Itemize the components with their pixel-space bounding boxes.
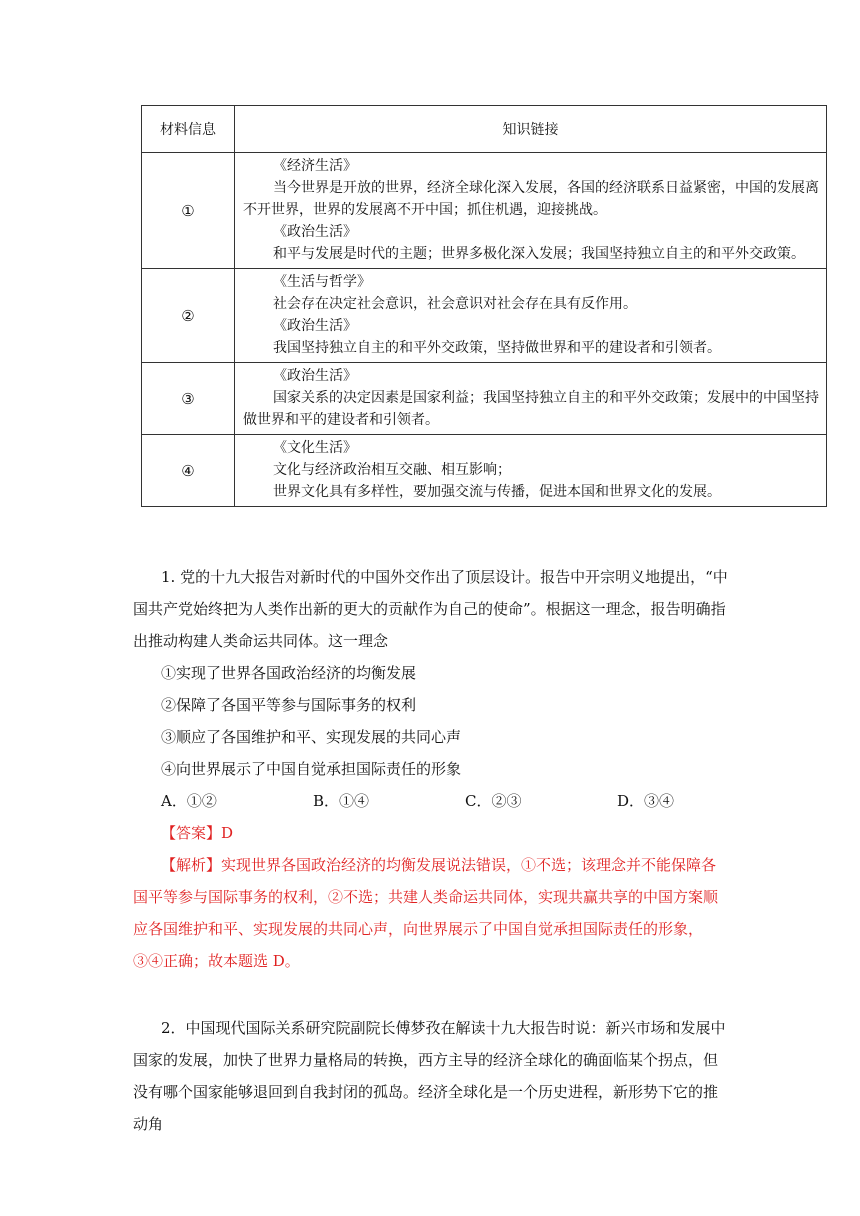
- choice-d: D．③④: [617, 792, 675, 810]
- question-2: [133, 1012, 728, 1140]
- knowledge-text: 和平与发展是时代的主题；世界多极化深入发展；我国坚持独立自主的和平外交政策。: [273, 246, 805, 262]
- choice-c: C．②③: [465, 792, 522, 810]
- question-stem: 1. 党的十九大报告对新时代的中国外交作出了顶层设计。报告中开宗明义地提出，“中国共产党始终把为人类作出新的更大的贡献作为自己的使命”。根据这一理念，报告明确指出推动构建人类命运共同体。这一理念: [133, 568, 728, 650]
- knowledge-text: 文化与经济政治相互交融、相互影响；: [273, 462, 511, 478]
- answer-choices: [133, 785, 728, 817]
- statement-option: ①实现了世界各国政治经济的均衡发展: [161, 664, 417, 682]
- analysis-paragraph: [133, 849, 728, 977]
- answer-value: D: [221, 824, 234, 842]
- header-material: 材料信息: [142, 106, 235, 153]
- knowledge-text: 我国坚持独立自主的和平外交政策，坚持做世界和平的建设者和引领者。: [273, 340, 721, 356]
- answer-line: [133, 817, 728, 849]
- book-title: 《文化生活》: [273, 440, 357, 456]
- row-content: [235, 153, 827, 269]
- table-row: [142, 153, 827, 269]
- table-header-row: [142, 106, 827, 153]
- row-number: ②: [142, 269, 235, 363]
- book-title: 《政治生活》: [273, 224, 357, 240]
- statement-option: ④向世界展示了中国自觉承担国际责任的形象: [161, 760, 462, 778]
- header-knowledge: 知识链接: [235, 106, 827, 153]
- book-title: 《政治生活》: [273, 368, 357, 384]
- answer-label: 【答案】: [161, 824, 222, 842]
- book-title: 《政治生活》: [273, 318, 357, 334]
- choice-b: B．①④: [313, 792, 370, 810]
- knowledge-text: 当今世界是开放的世界，经济全球化深入发展，各国的经济联系日益紧密，中国的发展离不开世界，世界的发展离不开中国；抓住机遇，迎接挑战。: [243, 180, 819, 218]
- knowledge-text: 世界文化具有多样性，要加强交流与传播，促进本国和世界文化的发展。: [273, 484, 721, 500]
- row-content: [235, 269, 827, 363]
- table-row: [142, 435, 827, 507]
- row-number: ④: [142, 435, 235, 507]
- choice-a: A．①②: [161, 792, 217, 810]
- row-number: ③: [142, 363, 235, 435]
- table-row: [142, 363, 827, 435]
- row-content: [235, 435, 827, 507]
- knowledge-table: [141, 105, 827, 507]
- book-title: 《生活与哲学》: [273, 274, 371, 290]
- book-title: 《经济生活》: [273, 158, 357, 174]
- question-stem: 2．中国现代国际关系研究院副院长傅梦孜在解读十九大报告时说：新兴市场和发展中国家的发展，加快了世界力量格局的转换，西方主导的经济全球化的确面临某个拐点，但没有哪个国家能够退回到自我封闭的孤岛。经济全球化是一个历史进程，新形势下它的推动角: [133, 1019, 726, 1133]
- question-1: [133, 561, 728, 977]
- row-number: ①: [142, 153, 235, 269]
- analysis-label: 【解析】: [161, 856, 222, 874]
- knowledge-text: 社会存在决定社会意识，社会意识对社会存在具有反作用。: [273, 296, 637, 312]
- row-content: [235, 363, 827, 435]
- statement-option: ③顺应了各国维护和平、实现发展的共同心声: [161, 728, 462, 746]
- analysis-text: 实现世界各国政治经济的均衡发展说法错误，①不选；该理念并不能保障各国平等参与国际事务的权利，②不选；共建人类命运共同体，实现共赢共享的中国方案顺应各国维护和平、实现发展的共同心声，向世界展示了中国自觉承担国际责任的形象，③④正确；故本题选 D。: [133, 856, 719, 970]
- knowledge-text: 国家关系的决定因素是国家利益；我国坚持独立自主的和平外交政策；发展中的中国坚持做世界和平的建设者和引领者。: [243, 390, 819, 428]
- table-row: [142, 269, 827, 363]
- statement-option: ②保障了各国平等参与国际事务的权利: [161, 696, 417, 714]
